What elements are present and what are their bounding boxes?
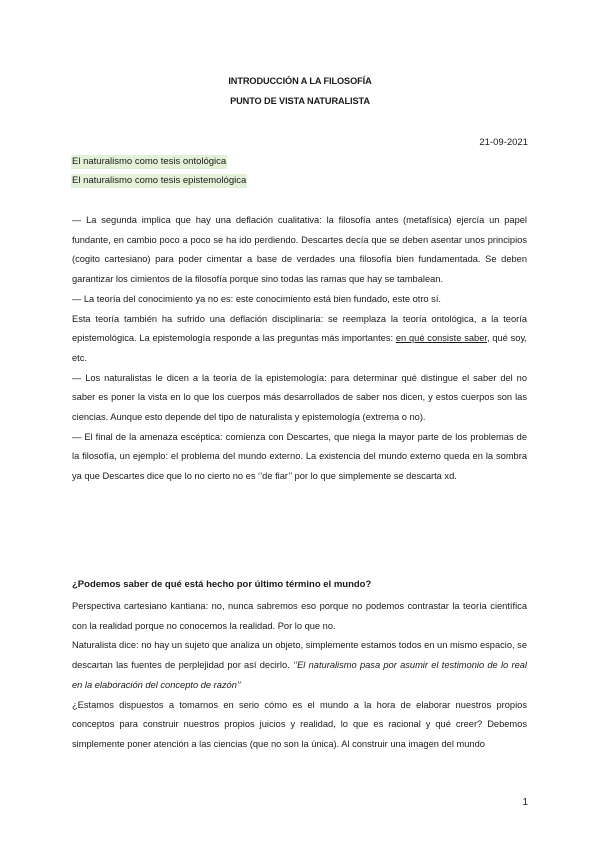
section-1-body bbox=[72, 211, 527, 487]
paragraph: — Los naturalistas le dicen a la teoría de la epistemología: para determinar qué distingue el saber del no saber es poner la vista en lo que los cuerpos más desarrollados de saber nos dicen, y estos cuerpos son las ciencias. Aunque esto depende del tipo de naturalista y epistemología (extrema o no). bbox=[72, 372, 527, 423]
paragraph-text: Esta teoría también ha sufrido una deflación disciplinaria: se reemplaza la teoría ontológica, a la teoría epistemológica. La epistemología responde a las preguntas más importantes: bbox=[72, 313, 527, 344]
paragraph-text: , qué soy, etc. bbox=[72, 333, 527, 363]
underlined-text: en qué consiste saber bbox=[395, 333, 487, 344]
highlighted-heading-ontologica: El naturalismo como tesis ontológica bbox=[72, 156, 227, 167]
paragraph: ¿Estamos dispuestos a tomarnos en serio cómo es el mundo a la hora de elaborar nuestros propios conceptos para construir nuestros propios juicios y realidad, lo que es racional y qué creer? Debemos simplemente poner atención a las ciencias (que no son la única). Al construir una imagen del mundo bbox=[72, 699, 527, 749]
document-subtitle: PUNTO DE VISTA NATURALISTA bbox=[230, 96, 370, 106]
paragraph: — El final de la amenaza escéptica: comienza con Descartes, que niega la mayor parte de los problemas de la filosofía, un ejemplo: el problema del mundo externo. La existencia del mundo externo queda en la sombra ya que Descartes dice que lo no cierto no es ‘’de fiar’’ por lo que simplemente se descarta xd. bbox=[72, 431, 527, 482]
document-title: INTRODUCCIÓN A LA FILOSOFÍA bbox=[228, 76, 372, 86]
italic-quote: ‘’El naturalismo pasa por asumir el testimonio de lo real en la elaboración del concepto de razón’’ bbox=[72, 660, 527, 690]
paragraph bbox=[72, 310, 527, 369]
section-question-heading: ¿Podemos saber de qué está hecho por último término el mundo? bbox=[72, 579, 372, 590]
paragraph: — La teoría del conocimiento ya no es: este conocimiento está bien fundado, este otro sí. bbox=[72, 293, 441, 304]
paragraph: — La segunda implica que hay una deflación cualitativa: la filosofía antes (metafísica) ejercía un papel fundante, en cambio poco a poco se ha ido perdiendo. Descartes decía que se deben asentar unos principios (cogito cartesiano) para poder cimentar a base de verdades una filosofía bien fundamentada. Se deben garantizar los cimientos de la filosofía porque sino todas las ramas que hay se tambalean. bbox=[72, 215, 527, 285]
document-date: 21-09-2021 bbox=[479, 137, 528, 148]
paragraph: Perspectiva cartesiano kantiana: no, nunca sabremos eso porque no podemos contrastar la teoría científica con la realidad porque no conocemos la realidad. Por lo que no. bbox=[72, 601, 527, 631]
paragraph bbox=[72, 636, 527, 695]
highlighted-heading-epistemologica: El naturalismo como tesis epistemológica bbox=[72, 175, 247, 186]
paragraph-text: Naturalista dice: no hay un sujeto que analiza un objeto, simplemente estamos todos en un mismo espacio, se descartan las fuentes de perplejidad por así decirlo. bbox=[72, 640, 527, 671]
section-2-body bbox=[72, 597, 527, 755]
page-number: 1 bbox=[522, 797, 528, 808]
